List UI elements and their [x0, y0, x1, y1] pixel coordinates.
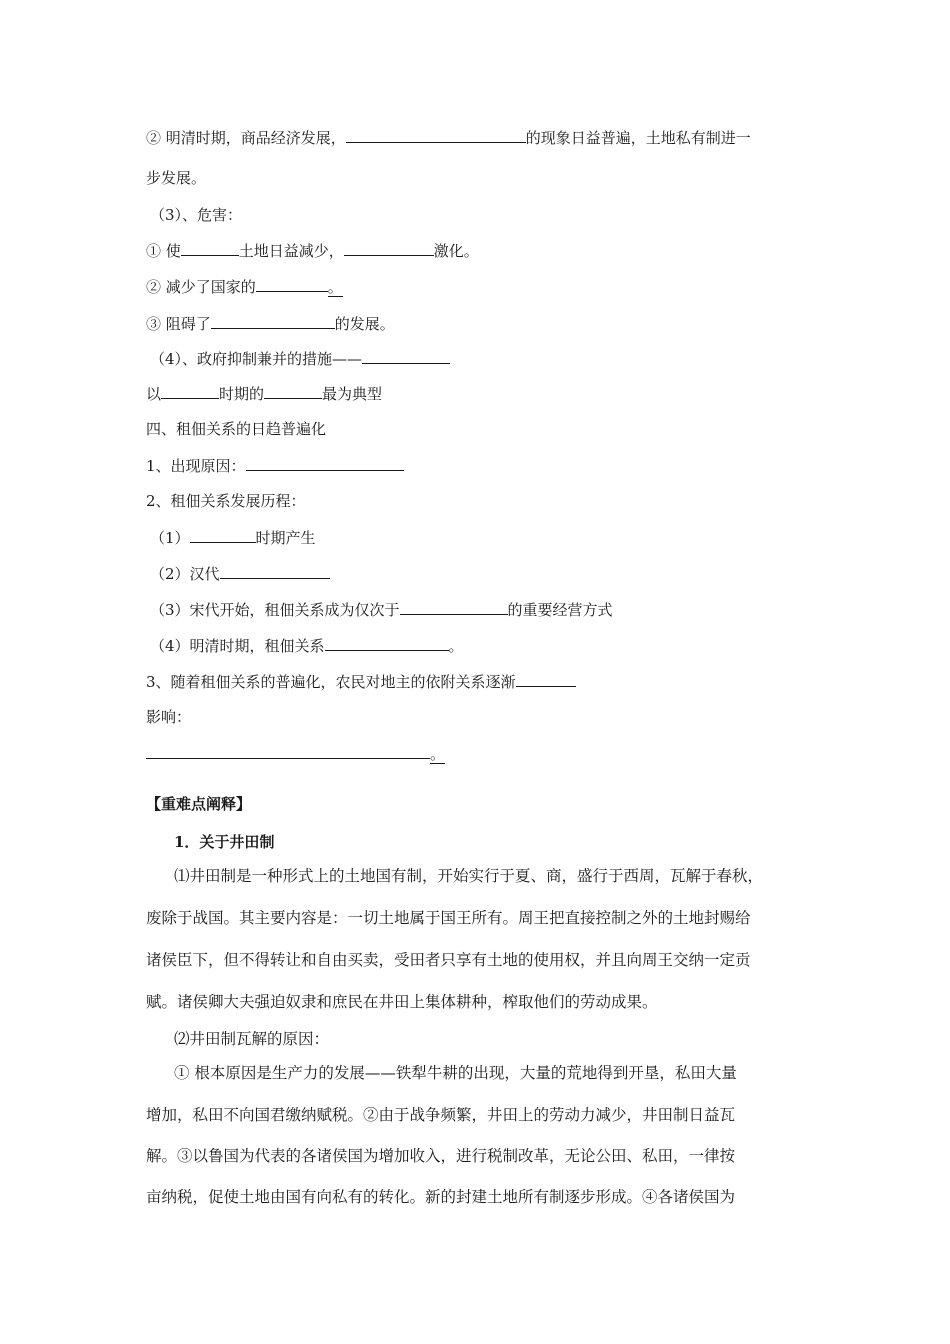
harm-item-1: ① 使 土地日益减少， 激化。 [146, 242, 479, 260]
history-item-3: （3）宋代开始，租佃关系成为仅次于 的重要经营方式 [150, 601, 613, 619]
impact-label: 影响： [146, 708, 192, 726]
cause-line: 1、出现原因： [146, 455, 404, 476]
fill-blank[interactable] [190, 527, 256, 543]
paragraph-heading: ⑵井田制瓦解的原因： [174, 1030, 330, 1048]
fill-blank[interactable] [211, 313, 335, 329]
measure-line: （4）、政府抑制兼并的措施—— [150, 348, 450, 369]
paragraph-line: 赋。诸侯卿大夫强迫奴隶和庶民在井田上集体耕种，榨取他们的劳动成果。 [146, 993, 658, 1011]
paragraph-line: 诸侯臣下，但不得转让和自由买卖，受田者只享有土地的使用权，并且向周王交纳一定贡 [146, 951, 751, 969]
fill-blank[interactable] [161, 383, 219, 399]
paragraph-line: 增加，私田不向国君缴纳赋税。②由于战争频繁，井田上的劳动力减少，井田制日益瓦 [146, 1106, 736, 1124]
harm-heading: （3）、危害： [150, 206, 243, 224]
fill-blank[interactable] [362, 348, 450, 364]
section4-heading: 四、租佃关系的日趋普遍化 [146, 420, 327, 438]
explain-heading: 【重难点阐释】 [146, 795, 252, 813]
item2-continuation: 步发展。 [146, 169, 207, 187]
history-item-4: （4）明清时期，租佃关系 。 [150, 637, 464, 655]
history-item-2: （2）汉代 [150, 563, 330, 584]
paragraph-line: 解。③以鲁国为代表的各诸侯国为增加收入，进行税制改革，无论公田、私田，一律按 [146, 1147, 736, 1165]
fill-blank[interactable] [344, 240, 434, 256]
fill-blank[interactable] [325, 635, 449, 651]
fill-blank[interactable] [246, 455, 404, 471]
fill-blank[interactable] [264, 383, 322, 399]
fill-blank[interactable] [181, 240, 239, 256]
paragraph-line: 废除于战国。其主要内容是：一切土地属于国王所有。周王把直接控制之外的土地封赐给 [146, 909, 751, 927]
measure-line-2: 以 时期的 最为典型 [146, 385, 383, 403]
harm-item-3: ③ 阻碍了 的发展。 [146, 315, 395, 333]
explain-subheading: 1．关于井田制 [174, 833, 275, 851]
fill-blank[interactable] [516, 671, 576, 687]
fill-blank[interactable] [256, 276, 328, 292]
fill-blank[interactable] [220, 563, 330, 579]
history-heading: 2、租佃关系发展历程： [146, 492, 306, 510]
harm-item-2: ② 减少了国家的 。 [146, 278, 343, 296]
item2-line: ② 明清时期，商品经济发展， 的现象日益普遍，土地私有制进一 [146, 129, 751, 147]
history-item-1: （1） 时期产生 [150, 529, 316, 547]
fill-blank[interactable] [146, 743, 430, 759]
paragraph-line: 亩纳税，促使土地由国有向私有的转化。新的封建土地所有制逐步形成。④各诸侯国为 [146, 1188, 736, 1206]
fill-blank[interactable] [346, 127, 526, 143]
fill-blank[interactable] [400, 599, 508, 615]
impact-line: 。 [146, 743, 445, 764]
dependency-line: 3、随着租佃关系的普遍化，农民对地主的依附关系逐渐 [146, 671, 576, 692]
paragraph-line: ① 根本原因是生产力的发展——铁犁牛耕的出现，大量的荒地得到开垦，私田大量 [174, 1064, 737, 1082]
paragraph-line: ⑴井田制是一种形式上的土地国有制，开始实行于夏、商，盛行于西周，瓦解于春秋， [174, 867, 764, 885]
